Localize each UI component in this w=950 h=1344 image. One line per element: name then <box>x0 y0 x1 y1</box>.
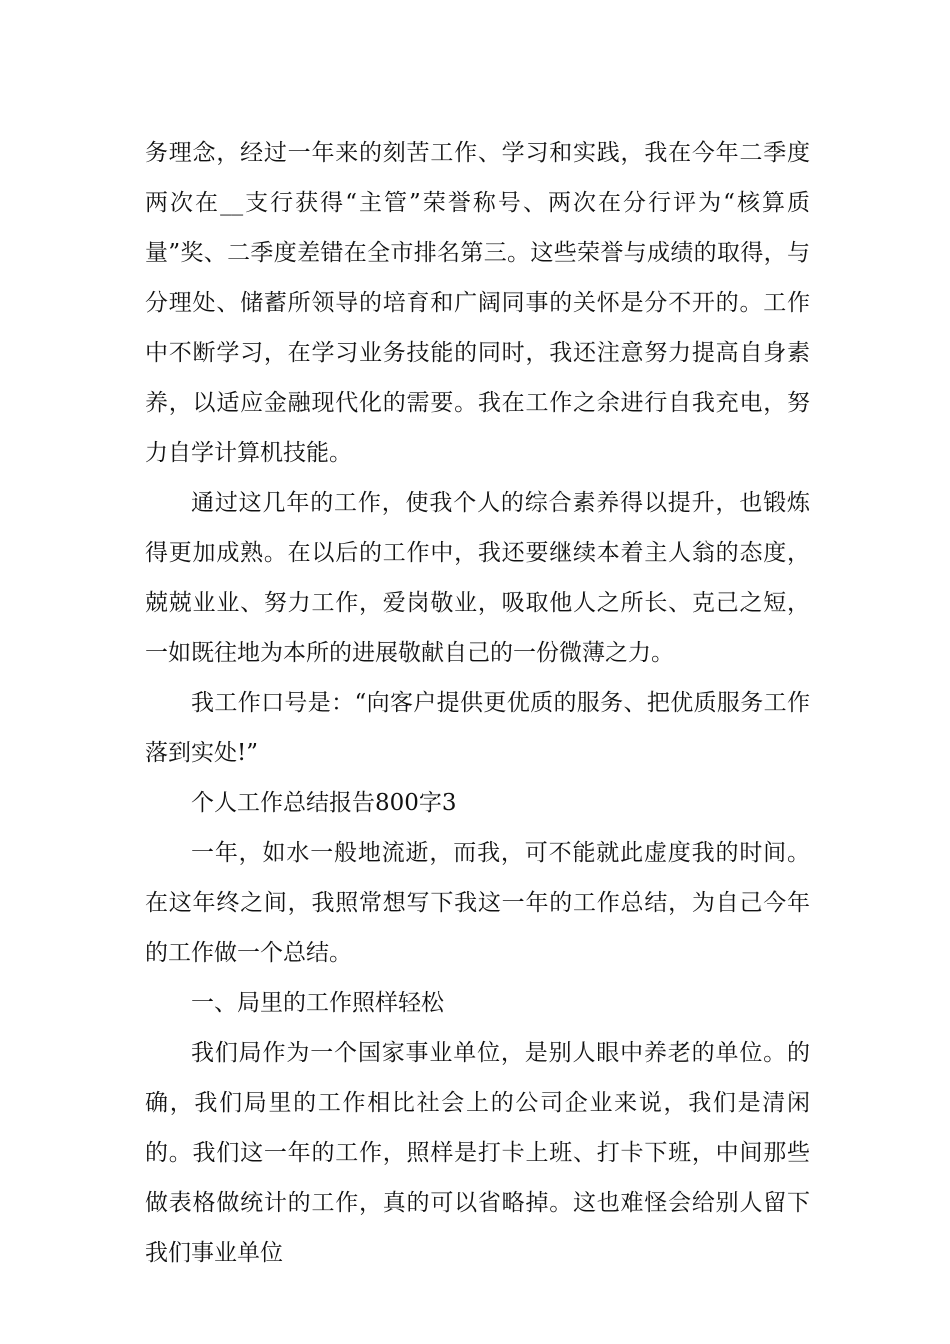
paragraph-work-slogan: 我工作口号是：“向客户提供更优质的服务、把优质服务工作落到实处!” <box>145 690 810 766</box>
paragraph-year-intro: 一年，如水一般地流逝，而我，可不能就此虚度我的时间。在这年终之间，我照常想写下我这一年的工作总结，为自己今年的工作做一个总结。 <box>145 840 810 966</box>
paragraph-growth-reflection: 通过这几年的工作，使我个人的综合素养得以提升，也锻炼得更加成熟。在以后的工作中，我还要继续本着主人翁的态度，兢兢业业、努力工作，爱岗敬业，吸取他人之所长、克己之短，一如既往地为本所的进展敬献自己的一份微薄之力。 <box>145 490 810 666</box>
paragraph-service-philosophy: 务理念，经过一年来的刻苦工作、学习和实践，我在今年二季度两次在__支行获得“主管”荣誉称号、两次在分行评为“核算质量”奖、二季度差错在全市排名第三。这些荣誉与成绩的取得，与分理处、储蓄所领导的培育和广阔同事的关怀是分不开的。工作中不断学习，在学习业务技能的同时，我还注意努力提高自身素养，以适应金融现代化的需要。我在工作之余进行自我充电，努力自学计算机技能。 <box>145 140 810 466</box>
section-title-report-3: 个人工作总结报告800字3 <box>191 790 457 816</box>
paragraph-bureau-description: 我们局作为一个国家事业单位，是别人眼中养老的单位。的确，我们局里的工作相比社会上的公司企业来说，我们是清闲的。我们这一年的工作，照样是打卡上班、打卡下班，中间那些做表格做统计的工作，真的可以省略掉。这也难怪会给别人留下我们事业单位 <box>145 1040 810 1266</box>
document-body <box>145 128 810 1278</box>
section-heading-bureau-work: 一、局里的工作照样轻松 <box>191 990 444 1016</box>
